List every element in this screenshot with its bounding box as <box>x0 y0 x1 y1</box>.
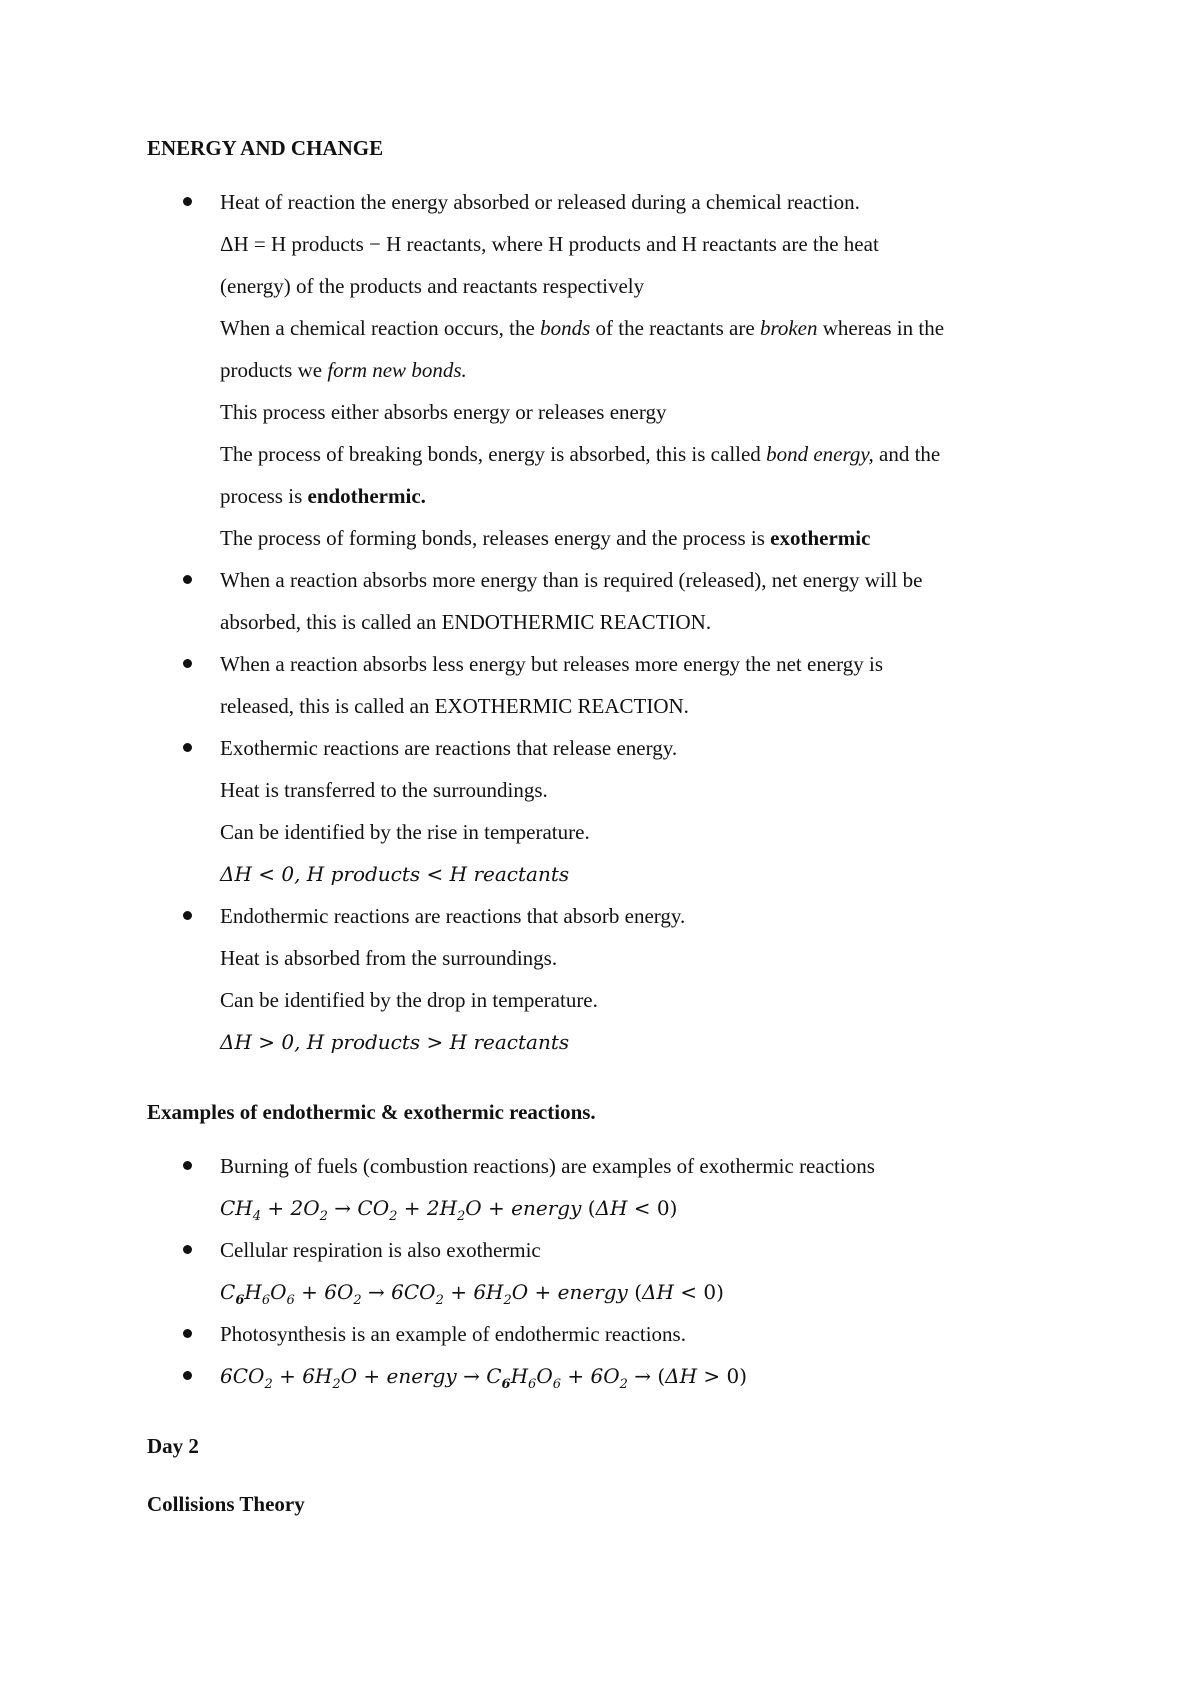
bullet-marker <box>183 1161 192 1170</box>
bullet-marker <box>183 743 192 752</box>
bullet-marker <box>183 575 192 584</box>
respiration-example: Cellular respiration is also exothermic <box>220 1238 541 1262</box>
exothermic-net-line1: When a reaction absorbs less energy but releases more energy the net energy is <box>220 652 884 676</box>
photosynthesis-example: Photosynthesis is an example of endothermic reactions. <box>220 1322 686 1346</box>
forming-bonds-sentence: The process of forming bonds, releases energy and the process is exothermic <box>220 526 871 550</box>
endothermic-identify: Can be identified by the drop in temperature. <box>220 988 598 1012</box>
bullet-marker <box>183 1371 192 1380</box>
exothermic-identify: Can be identified by the rise in temperature. <box>220 820 590 844</box>
photosynthesis-equation: $6CO_2 + 6H_2O$ + energy → $C_6H_6O_6 + 6O_2 \to (\Delta H > 0)$ <box>220 1364 748 1392</box>
day-heading: Day 2 <box>147 1434 199 1458</box>
bullet-marker <box>183 659 192 668</box>
endothermic-net-line2: absorbed, this is called an ENDOTHERMIC REACTION. <box>220 610 712 634</box>
heat-of-reaction-definition: Heat of reaction the energy absorbed or released during a chemical reaction. <box>220 190 860 214</box>
collisions-theory-heading: Collisions Theory <box>147 1492 305 1516</box>
breaking-bonds-sentence-cont: process is endothermic. <box>220 484 426 508</box>
exothermic-delta-h: ΔH < 0, H products < H reactants <box>220 862 570 886</box>
exothermic-heat-transfer: Heat is transferred to the surroundings. <box>220 778 548 802</box>
endothermic-delta-h: ΔH > 0, H products > H reactants <box>220 1030 570 1054</box>
examples-heading: Examples of endothermic & exothermic reactions. <box>147 1100 596 1124</box>
exothermic-definition: Exothermic reactions are reactions that release energy. <box>220 736 678 760</box>
bullet-marker <box>183 1245 192 1254</box>
breaking-bonds-sentence: The process of breaking bonds, energy is absorbed, this is called bond energy, and the <box>220 442 941 466</box>
endothermic-net-line1: When a reaction absorbs more energy than is required (released), net energy will be <box>220 568 923 592</box>
exothermic-net-line2: released, this is called an EXOTHERMIC REACTION. <box>220 694 689 718</box>
bonds-sentence-cont: products we form new bonds. <box>220 358 467 382</box>
bonds-sentence: When a chemical reaction occurs, the bonds of the reactants are broken whereas in the <box>220 316 945 340</box>
page-title: ENERGY AND CHANGE <box>147 136 384 160</box>
delta-h-definition-cont: (energy) of the products and reactants respectively <box>220 274 645 298</box>
respiration-equation: $C_6H_6O_6 + 6O_2 \to 6CO_2 + 6H_2O$ + energy (ΔH < 0) <box>220 1280 724 1308</box>
endothermic-heat-absorbed: Heat is absorbed from the surroundings. <box>220 946 558 970</box>
absorbs-or-releases-text: This process either absorbs energy or releases energy <box>220 400 667 424</box>
combustion-equation: $CH_4 + 2O_2 \to CO_2 + 2H_2O$ + energy (ΔH < 0) <box>220 1196 678 1224</box>
combustion-example: Burning of fuels (combustion reactions) are examples of exothermic reactions <box>220 1154 875 1178</box>
bullet-marker <box>183 197 192 206</box>
bullet-marker <box>183 911 192 920</box>
bullet-marker <box>183 1329 192 1338</box>
endothermic-definition: Endothermic reactions are reactions that absorb energy. <box>220 904 686 928</box>
delta-h-definition: ΔH = H products − H reactants, where H products and H reactants are the heat <box>220 232 879 256</box>
